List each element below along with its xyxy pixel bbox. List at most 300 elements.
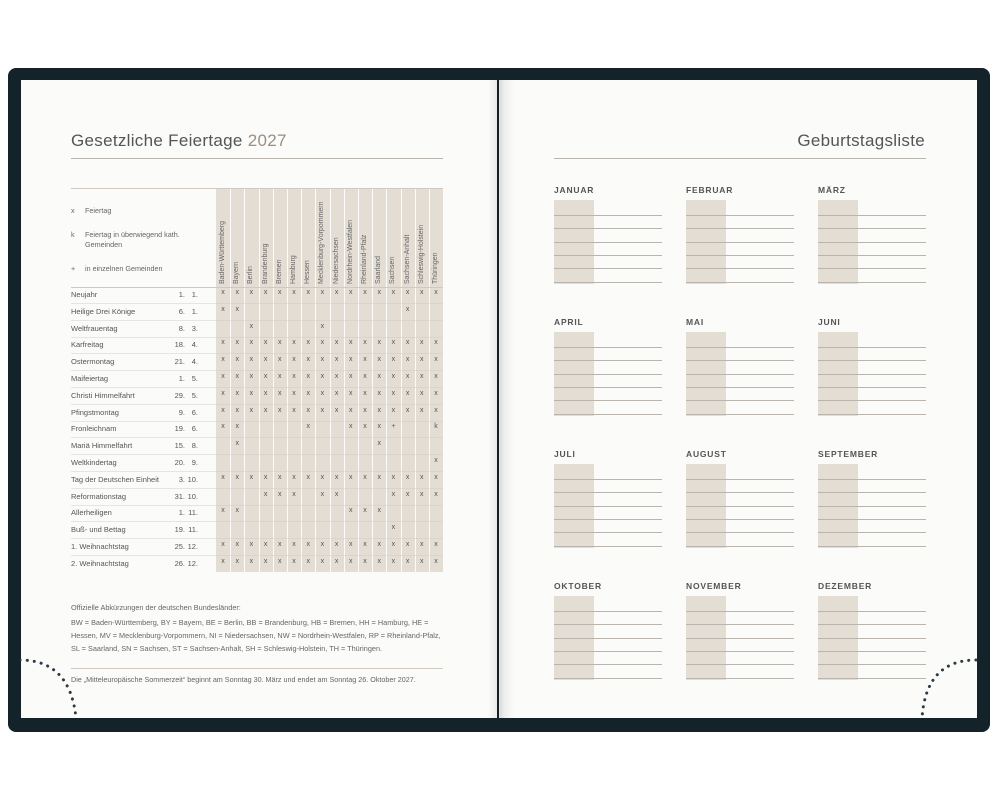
holiday-mark: x bbox=[334, 490, 339, 498]
holiday-name: Karfreitag bbox=[71, 340, 104, 350]
birthday-entry-line[interactable] bbox=[818, 400, 926, 401]
column-divider bbox=[429, 188, 430, 572]
holiday-mark: x bbox=[391, 406, 396, 414]
legend-item-some-communities bbox=[71, 264, 211, 274]
holiday-mark: x bbox=[349, 423, 353, 431]
holiday-month: 1. bbox=[191, 290, 198, 299]
book-gutter bbox=[488, 80, 514, 718]
birthday-entry-line[interactable] bbox=[554, 228, 662, 229]
birthday-entry-line[interactable] bbox=[554, 479, 662, 480]
holiday-mark: x bbox=[292, 490, 296, 498]
holiday-mark: x bbox=[235, 406, 239, 414]
column-divider bbox=[358, 188, 359, 572]
birthday-entry-line[interactable] bbox=[818, 519, 926, 520]
holiday-mark: x bbox=[420, 389, 424, 397]
month-block bbox=[818, 449, 928, 551]
holiday-mark: x bbox=[434, 339, 438, 347]
state-abbreviations-note bbox=[71, 601, 451, 655]
month-block bbox=[818, 185, 928, 287]
holiday-mark: x bbox=[235, 339, 239, 347]
title-rule-right bbox=[554, 158, 926, 159]
holiday-day: 1. bbox=[178, 290, 185, 299]
birthday-entry-line[interactable] bbox=[554, 387, 662, 388]
birthday-entry-line[interactable] bbox=[686, 347, 794, 348]
column-divider bbox=[415, 188, 416, 572]
holiday-mark: x bbox=[377, 557, 381, 565]
holiday-mark: x bbox=[420, 339, 424, 347]
holiday-name: Tag der Deutschen Einheit bbox=[71, 474, 159, 484]
column-divider bbox=[301, 188, 302, 572]
month-block bbox=[554, 449, 664, 551]
holiday-mark: x bbox=[221, 473, 225, 481]
birthday-entry-line[interactable] bbox=[818, 387, 926, 388]
holiday-mark: x bbox=[391, 557, 396, 565]
holiday-mark: x bbox=[334, 339, 339, 347]
holiday-name: Weltfrauentag bbox=[71, 323, 118, 333]
holiday-mark: x bbox=[405, 339, 410, 347]
holiday-name: Christi Himmelfahrt bbox=[71, 390, 135, 400]
holiday-mark: x bbox=[363, 473, 367, 481]
birthday-entry-line[interactable] bbox=[818, 360, 926, 361]
state-column-label: Thüringen bbox=[432, 252, 439, 284]
month-name: NOVEMBER bbox=[686, 581, 742, 591]
holiday-mark: x bbox=[221, 541, 225, 548]
holiday-mark: x bbox=[363, 557, 367, 565]
holiday-day: 31. bbox=[174, 491, 185, 501]
table-row-rule bbox=[71, 303, 443, 304]
holiday-mark: x bbox=[263, 541, 268, 548]
birthday-entry-line[interactable] bbox=[686, 611, 794, 612]
table-row-rule bbox=[71, 387, 443, 388]
holiday-mark: x bbox=[306, 289, 310, 296]
holiday-name: Neujahr bbox=[71, 290, 98, 299]
holiday-mark: + bbox=[391, 423, 396, 431]
birthday-entry-line[interactable] bbox=[818, 532, 926, 533]
table-row-rule bbox=[71, 421, 443, 422]
birthday-entry-line[interactable] bbox=[818, 268, 926, 269]
column-divider bbox=[315, 188, 316, 572]
holiday-name: Fronleichnam bbox=[71, 424, 117, 434]
birthday-entry-line[interactable] bbox=[554, 347, 662, 348]
holiday-month: 6. bbox=[191, 424, 198, 434]
state-column-label: Schleswig-Holstein bbox=[417, 224, 425, 284]
birthday-entry-line[interactable] bbox=[818, 479, 926, 480]
holiday-mark: x bbox=[235, 373, 239, 380]
birthday-entry-line[interactable] bbox=[686, 242, 794, 243]
holiday-mark: x bbox=[320, 389, 325, 397]
holiday-mark: x bbox=[405, 490, 410, 498]
holiday-day: 8. bbox=[178, 323, 185, 333]
holiday-month: 12. bbox=[187, 558, 198, 568]
state-column-label: Bremen bbox=[275, 259, 283, 284]
holiday-mark: x bbox=[263, 339, 268, 347]
birthday-entry-line[interactable] bbox=[554, 611, 662, 612]
holiday-mark: x bbox=[278, 473, 282, 481]
holiday-mark: x bbox=[320, 541, 325, 548]
column-divider bbox=[287, 188, 288, 572]
holiday-mark: k bbox=[434, 423, 438, 431]
table-row-rule bbox=[71, 454, 443, 455]
table-row-rule bbox=[71, 521, 443, 522]
holiday-mark: x bbox=[235, 557, 239, 565]
birthday-entry-line[interactable] bbox=[818, 611, 926, 612]
birthday-entry-line[interactable] bbox=[686, 624, 794, 625]
holiday-mark: x bbox=[235, 423, 239, 431]
birthday-entry-line[interactable] bbox=[686, 215, 794, 216]
holiday-mark: x bbox=[405, 305, 410, 313]
table-row-rule bbox=[71, 337, 443, 338]
month-block bbox=[554, 581, 664, 683]
birthday-entry-line[interactable] bbox=[554, 664, 662, 665]
holiday-mark: x bbox=[363, 339, 367, 347]
table-row-rule bbox=[71, 370, 443, 371]
birthday-entry-line[interactable] bbox=[554, 638, 662, 639]
holiday-mark: x bbox=[434, 356, 438, 364]
title-rule-left bbox=[71, 158, 443, 159]
legend-symbol: k bbox=[71, 230, 75, 239]
month-name: OKTOBER bbox=[554, 581, 602, 591]
birthday-entry-line[interactable] bbox=[554, 255, 662, 256]
holiday-mark: x bbox=[405, 389, 410, 397]
birthday-entry-line[interactable] bbox=[686, 492, 794, 493]
column-divider bbox=[230, 188, 231, 572]
holiday-mark: x bbox=[292, 406, 296, 414]
birthday-entry-line[interactable] bbox=[818, 492, 926, 493]
dotted-arc-left bbox=[20, 652, 90, 722]
birthday-entry-line[interactable] bbox=[686, 638, 794, 639]
birthday-entry-line[interactable] bbox=[686, 506, 794, 507]
holiday-mark: x bbox=[320, 322, 325, 330]
holiday-month: 4. bbox=[191, 340, 198, 350]
holiday-name: Weltkindertag bbox=[71, 458, 117, 467]
holiday-mark: x bbox=[292, 373, 296, 380]
holiday-mark: x bbox=[349, 373, 353, 380]
holiday-mark: x bbox=[320, 356, 325, 364]
holiday-mark: x bbox=[249, 289, 254, 296]
holiday-mark: x bbox=[349, 289, 353, 296]
month-name: JULI bbox=[554, 449, 576, 459]
legend-item-catholic bbox=[71, 230, 185, 250]
holiday-mark: x bbox=[263, 389, 268, 397]
holiday-mark: x bbox=[334, 473, 339, 481]
birthday-entry-line[interactable] bbox=[686, 387, 794, 388]
column-divider bbox=[244, 188, 245, 572]
table-row-rule bbox=[71, 437, 443, 438]
holiday-month: 1. bbox=[191, 306, 198, 316]
holiday-mark: x bbox=[263, 557, 268, 565]
state-column-label: Sachsen-Anhalt bbox=[403, 234, 411, 284]
month-block bbox=[818, 317, 928, 419]
column-divider bbox=[386, 188, 387, 572]
holiday-mark: x bbox=[391, 389, 396, 397]
holiday-mark: x bbox=[420, 373, 424, 380]
holiday-mark: x bbox=[292, 473, 296, 481]
holiday-mark: x bbox=[249, 356, 254, 364]
holiday-month: 5. bbox=[191, 390, 198, 400]
birthday-entry-line[interactable] bbox=[554, 492, 662, 493]
holiday-mark: x bbox=[377, 389, 381, 397]
state-column-label: Brandenburg bbox=[261, 243, 269, 284]
holiday-mark: x bbox=[377, 423, 381, 431]
holiday-month: 4. bbox=[191, 357, 198, 367]
holiday-month: 8. bbox=[191, 441, 198, 451]
holiday-mark: x bbox=[278, 406, 282, 414]
holiday-month: 12. bbox=[187, 542, 198, 551]
birthday-entry-line[interactable] bbox=[818, 651, 926, 652]
legend-text: in einzelnen Gemeinden bbox=[85, 264, 163, 273]
birthday-entry-line[interactable] bbox=[818, 228, 926, 229]
holiday-month: 11. bbox=[188, 508, 198, 518]
holiday-mark: x bbox=[306, 557, 310, 565]
holiday-mark: x bbox=[292, 339, 296, 347]
holiday-month: 5. bbox=[191, 374, 198, 383]
holiday-mark: x bbox=[334, 541, 339, 548]
holiday-mark: x bbox=[434, 457, 438, 464]
birthday-entry-line[interactable] bbox=[686, 268, 794, 269]
holiday-mark: x bbox=[377, 373, 381, 380]
holiday-mark: x bbox=[349, 473, 353, 481]
month-block bbox=[686, 317, 796, 419]
holiday-name: Buß- und Bettag bbox=[71, 525, 126, 535]
dst-rule bbox=[71, 668, 443, 669]
holiday-mark: x bbox=[221, 406, 225, 414]
holiday-mark: x bbox=[221, 289, 225, 296]
table-row-rule bbox=[71, 538, 443, 539]
birthday-entry-line[interactable] bbox=[686, 282, 794, 283]
birthday-entry-line[interactable] bbox=[686, 678, 794, 679]
holiday-mark: x bbox=[306, 423, 310, 431]
month-block bbox=[554, 317, 664, 419]
birthday-entry-line[interactable] bbox=[818, 506, 926, 507]
holiday-mark: x bbox=[405, 373, 410, 380]
holiday-mark: x bbox=[420, 557, 424, 565]
birthday-entry-line[interactable] bbox=[818, 414, 926, 415]
holiday-mark: x bbox=[263, 490, 268, 498]
holiday-mark: x bbox=[391, 339, 396, 347]
holiday-mark: x bbox=[420, 356, 424, 364]
holiday-mark: x bbox=[320, 289, 325, 296]
month-name: JUNI bbox=[818, 317, 841, 327]
holiday-mark: x bbox=[377, 406, 381, 414]
holiday-month: 10. bbox=[187, 491, 198, 501]
holiday-mark: x bbox=[249, 557, 254, 565]
holiday-mark: x bbox=[405, 289, 410, 296]
holiday-mark: x bbox=[391, 289, 396, 296]
birthday-entry-line[interactable] bbox=[818, 678, 926, 679]
holiday-day: 3. bbox=[178, 474, 185, 484]
holiday-name: Allerheiligen bbox=[71, 508, 112, 518]
holiday-mark: x bbox=[320, 473, 325, 481]
birthday-entry-line[interactable] bbox=[686, 532, 794, 533]
birthday-entry-line[interactable] bbox=[554, 678, 662, 679]
birthday-entry-line[interactable] bbox=[686, 664, 794, 665]
birthday-entry-line[interactable] bbox=[818, 242, 926, 243]
birthday-entry-line[interactable] bbox=[554, 651, 662, 652]
holiday-mark: x bbox=[349, 406, 353, 414]
holiday-mark: x bbox=[249, 373, 254, 380]
holiday-mark: x bbox=[391, 490, 396, 498]
holiday-day: 25. bbox=[174, 542, 185, 551]
birthday-entry-line[interactable] bbox=[818, 664, 926, 665]
holiday-name: 2. Weihnachtstag bbox=[71, 558, 129, 568]
table-header-rule bbox=[71, 287, 443, 288]
holiday-mark: x bbox=[292, 389, 296, 397]
holiday-mark: x bbox=[377, 356, 381, 364]
holiday-mark: x bbox=[320, 490, 325, 498]
birthday-entry-line[interactable] bbox=[818, 347, 926, 348]
holiday-mark: x bbox=[221, 557, 225, 565]
birthday-entry-line[interactable] bbox=[686, 651, 794, 652]
state-column-label: Mecklenburg-Vorpommern bbox=[318, 201, 326, 284]
holiday-mark: x bbox=[334, 406, 339, 414]
month-name: MAI bbox=[686, 317, 704, 327]
holiday-mark: x bbox=[405, 406, 410, 414]
birthday-entry-line[interactable] bbox=[686, 255, 794, 256]
birthday-entry-line[interactable] bbox=[554, 519, 662, 520]
holiday-mark: x bbox=[221, 305, 225, 313]
birthday-entry-line[interactable] bbox=[554, 242, 662, 243]
holiday-mark: x bbox=[377, 440, 381, 448]
birthday-entry-line[interactable] bbox=[818, 282, 926, 283]
birthday-entry-line[interactable] bbox=[818, 624, 926, 625]
birthday-entry-line[interactable] bbox=[686, 546, 794, 547]
month-name: AUGUST bbox=[686, 449, 727, 459]
holiday-mark: x bbox=[334, 373, 339, 380]
birthday-entry-line[interactable] bbox=[554, 282, 662, 283]
holiday-mark: x bbox=[320, 373, 325, 380]
holiday-mark: x bbox=[278, 389, 282, 397]
state-column-label: Nordrhein-Westfalen bbox=[346, 219, 354, 284]
birthday-entry-line[interactable] bbox=[686, 519, 794, 520]
holiday-mark: x bbox=[235, 440, 239, 448]
legend bbox=[71, 206, 211, 288]
birthday-entry-line[interactable] bbox=[554, 506, 662, 507]
birthday-entry-line[interactable] bbox=[554, 400, 662, 401]
holiday-mark: x bbox=[334, 557, 339, 565]
holiday-mark: x bbox=[221, 389, 225, 397]
holiday-mark: x bbox=[349, 389, 353, 397]
holiday-mark: x bbox=[221, 373, 225, 380]
holiday-mark: x bbox=[391, 356, 396, 364]
month-name: JANUAR bbox=[554, 185, 595, 195]
birthday-entry-line[interactable] bbox=[818, 255, 926, 256]
holiday-mark: x bbox=[235, 305, 239, 313]
birthday-entry-line[interactable] bbox=[686, 400, 794, 401]
holiday-day: 1. bbox=[178, 508, 185, 518]
holiday-day: 18. bbox=[174, 340, 185, 350]
birthday-entry-line[interactable] bbox=[818, 215, 926, 216]
table-row-rule bbox=[71, 320, 443, 321]
holiday-mark: x bbox=[278, 557, 282, 565]
holiday-mark: x bbox=[349, 356, 353, 364]
holiday-mark: x bbox=[278, 289, 282, 296]
holiday-mark: x bbox=[349, 541, 353, 548]
birthday-entry-line[interactable] bbox=[554, 414, 662, 415]
holiday-mark: x bbox=[377, 473, 381, 481]
holiday-mark: x bbox=[420, 406, 424, 414]
birthday-entry-line[interactable] bbox=[818, 374, 926, 375]
holiday-mark: x bbox=[391, 373, 396, 380]
holiday-mark: x bbox=[363, 389, 367, 397]
birthday-entry-line[interactable] bbox=[686, 414, 794, 415]
holiday-mark: x bbox=[221, 423, 225, 431]
notes-heading: Offizielle Abkürzungen der deutschen Bundesländer: bbox=[71, 603, 241, 612]
month-name: SEPTEMBER bbox=[818, 449, 879, 459]
holiday-mark: x bbox=[263, 473, 268, 481]
holiday-mark: x bbox=[292, 289, 296, 296]
holiday-mark: x bbox=[306, 389, 310, 397]
holiday-mark: x bbox=[278, 490, 282, 498]
legend-text: Feiertag bbox=[85, 206, 112, 215]
holiday-mark: x bbox=[334, 389, 339, 397]
holiday-mark: x bbox=[377, 289, 381, 296]
birthday-entry-line[interactable] bbox=[554, 624, 662, 625]
holiday-mark: x bbox=[249, 473, 254, 481]
holiday-mark: x bbox=[221, 356, 225, 364]
holiday-mark: x bbox=[320, 339, 325, 347]
holiday-mark: x bbox=[420, 490, 424, 498]
holidays-title bbox=[71, 131, 287, 151]
legend-symbol: x bbox=[71, 206, 75, 215]
holiday-name: Maifeiertag bbox=[71, 374, 109, 383]
table-row-rule bbox=[71, 505, 443, 506]
holiday-mark: x bbox=[235, 473, 239, 481]
holiday-mark: x bbox=[235, 507, 239, 515]
month-block bbox=[554, 185, 664, 287]
holiday-mark: x bbox=[377, 507, 381, 515]
holiday-mark: x bbox=[405, 557, 410, 565]
holiday-mark: x bbox=[320, 557, 325, 565]
birthday-entry-line[interactable] bbox=[554, 360, 662, 361]
birthday-entry-line[interactable] bbox=[554, 268, 662, 269]
state-column-label: Hamburg bbox=[290, 255, 297, 284]
holiday-mark: x bbox=[278, 339, 282, 347]
notes-body: BW = Baden-Württemberg, BY = Bayern, BE = Berlin, BB = Brandenburg, HB = Bremen, HH = Hamburg, HE = Hessen, MV = Mecklenburg-Vorpommern, NI = Niedersachsen, NW = Nordrhein-Westfalen, RP = Rheinland-Pfalz, SL = Saarland, SN = Sachsen, ST = Sachsen-Anhalt, SH = Schleswig-Holstein, TH = Thüringen. bbox=[71, 618, 441, 653]
month-name: APRIL bbox=[554, 317, 584, 327]
holiday-name: Heilige Drei Könige bbox=[71, 306, 136, 316]
birthday-entry-line[interactable] bbox=[818, 546, 926, 547]
birthday-entry-line[interactable] bbox=[554, 532, 662, 533]
month-block bbox=[686, 185, 796, 287]
birthday-entry-line[interactable] bbox=[686, 228, 794, 229]
holiday-mark: x bbox=[306, 541, 310, 548]
holiday-day: 19. bbox=[174, 424, 185, 434]
birthday-entry-line[interactable] bbox=[686, 360, 794, 361]
column-divider bbox=[330, 188, 331, 572]
table-row-rule bbox=[71, 488, 443, 489]
holiday-mark: x bbox=[377, 339, 381, 347]
holiday-mark: x bbox=[434, 541, 438, 548]
month-name: DEZEMBER bbox=[818, 581, 873, 591]
holiday-mark: x bbox=[434, 473, 438, 481]
birthday-entry-line[interactable] bbox=[554, 546, 662, 547]
birthday-entry-line[interactable] bbox=[686, 479, 794, 480]
legend-symbol: + bbox=[71, 264, 76, 273]
holiday-mark: x bbox=[263, 373, 268, 380]
birthday-entry-line[interactable] bbox=[686, 374, 794, 375]
holiday-mark: x bbox=[391, 524, 396, 532]
birthday-entry-line[interactable] bbox=[818, 638, 926, 639]
holiday-mark: x bbox=[405, 356, 410, 364]
birthday-entry-line[interactable] bbox=[554, 215, 662, 216]
holiday-day: 26. bbox=[174, 558, 185, 568]
birthday-entry-line[interactable] bbox=[554, 374, 662, 375]
holiday-day: 1. bbox=[178, 374, 185, 383]
birthday-list-title: Geburtstagsliste bbox=[797, 131, 925, 150]
holiday-mark: x bbox=[306, 356, 310, 364]
month-name: FEBRUAR bbox=[686, 185, 734, 195]
holiday-mark: x bbox=[306, 406, 310, 414]
